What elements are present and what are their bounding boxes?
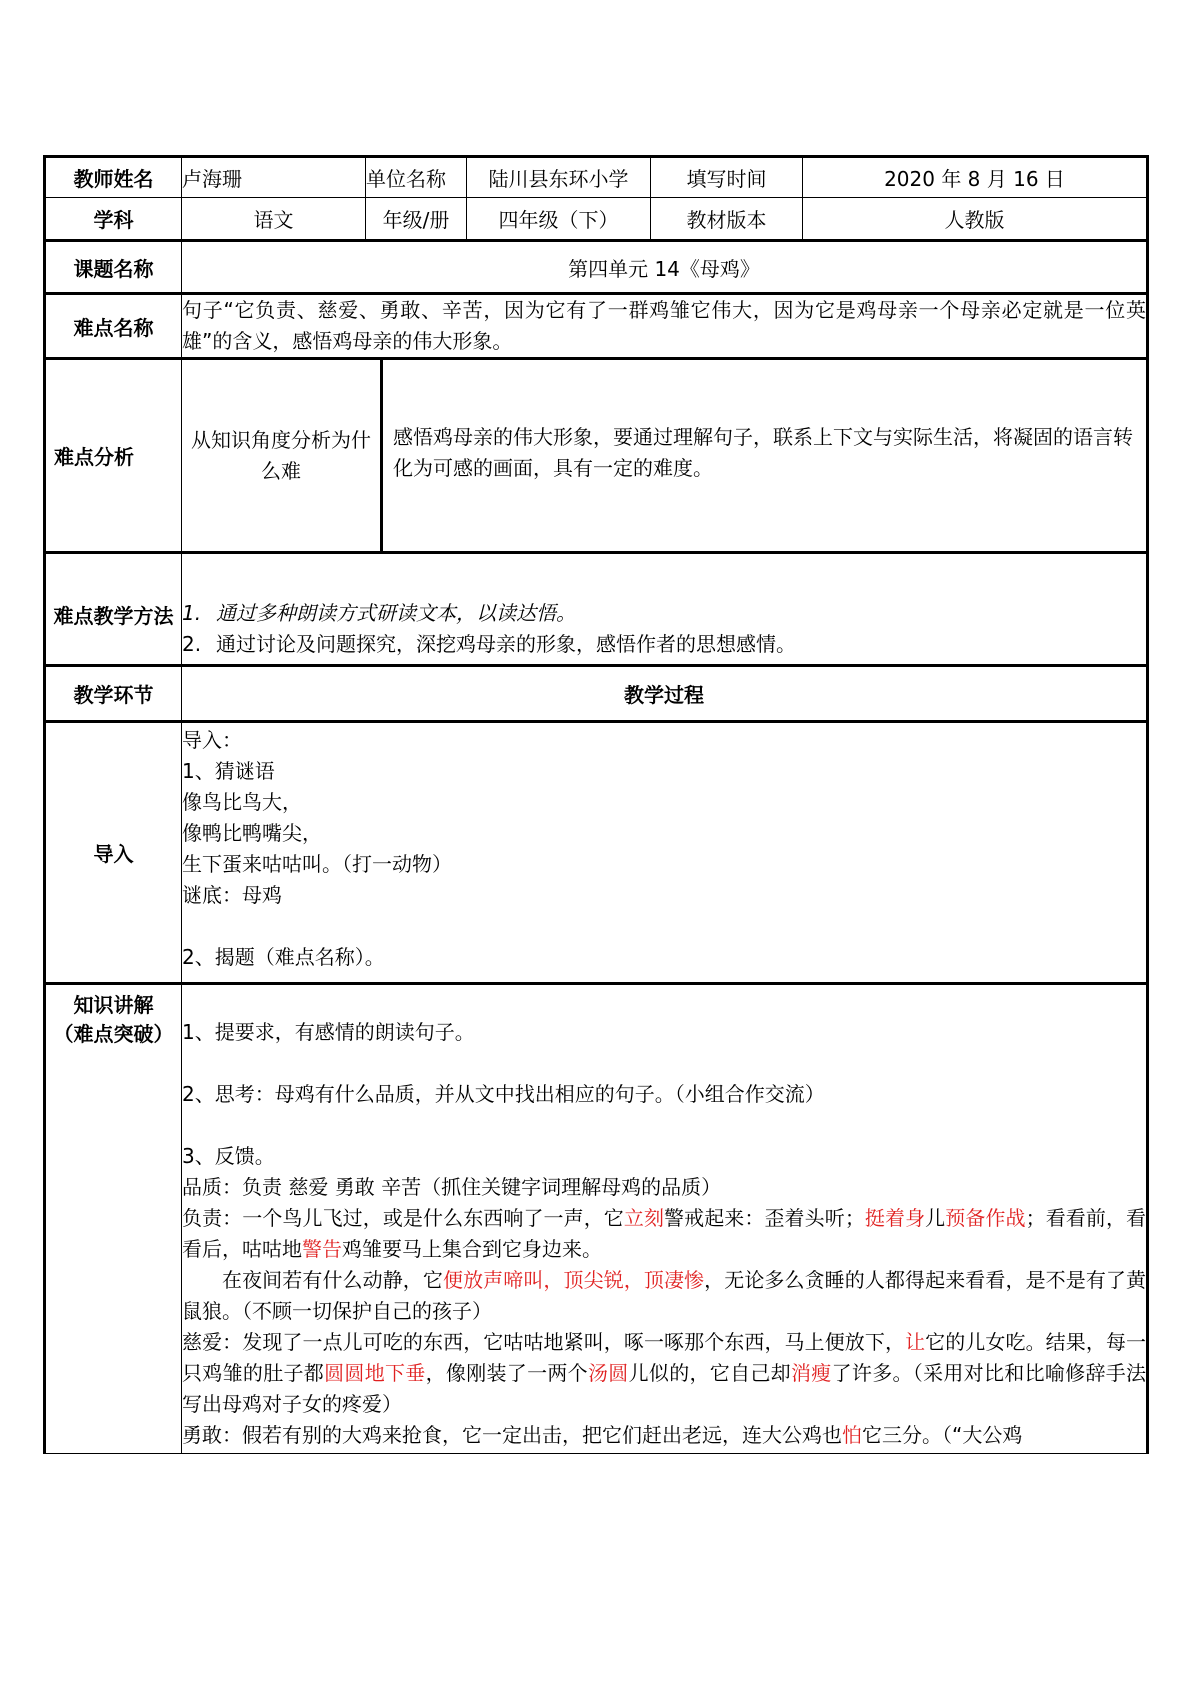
intro-label: 导入 — [45, 722, 182, 984]
analysis-label: 难点分析 — [45, 359, 182, 553]
difficulty-value: 句子“它负责、慈爱、勇敢、辛苦，因为它有了一群鸡雏它伟大，因为它是鸡母亲一个母亲必定就是一位英雄”的含义，感悟鸡母亲的伟大形象。 — [182, 294, 1148, 359]
subject-value: 语文 — [182, 198, 366, 241]
edition-value: 人教版 — [803, 198, 1148, 241]
lesson-plan-table — [43, 155, 1149, 1454]
lesson-label: 课题名称 — [45, 241, 182, 294]
analysis-value: 感悟鸡母亲的伟大形象，要通过理解句子，联系上下文与实际生活，将凝固的语言转化为可感的画面，具有一定的难度。 — [393, 425, 1133, 480]
info-row-2 — [45, 198, 1148, 241]
lesson-plan-page — [43, 155, 1146, 1454]
lesson-row — [45, 241, 1148, 294]
date-label: 填写时间 — [651, 157, 803, 198]
method-item-2: 2. 通过讨论及问题探究，深挖鸡母亲的形象，感悟作者的思想感情。 — [182, 632, 796, 656]
teacher-label: 教师姓名 — [45, 157, 182, 198]
analysis-cell — [182, 359, 1148, 553]
loving-paragraph: 慈爱：发现了一点儿可吃的东西，它咕咕地紧叫，啄一啄那个东西，马上便放下，让它的儿女吃。结果，每一只鸡雏的肚子都圆圆地下垂，像刚装了一两个汤圆儿似的，它自己却消瘦了许多。（采用对比和比喻修辞手法写出母鸡对子女的疼爱） — [182, 1330, 1147, 1416]
responsible-paragraph: 负责：一个鸟儿飞过，或是什么东西响了一声，它立刻警戒起来：歪着头听；挺着身儿预备作战；看看前，看看后，咕咕地警告鸡雏要马上集合到它身边来。 — [182, 1206, 1147, 1261]
knowledge-content: 1、提要求，有感情的朗读句子。 2、思考：母鸡有什么品质，并从文中找出相应的句子。（小组合作交流） 3、反馈。 品质：负责 慈爱 勇敢 辛苦（抓住关键字词理解母鸡的品质） 负责：一个鸟儿飞过，或是什么东西响了一声，它立刻警戒起来：歪着头听；挺着身儿预备作战；看看前，看看后，咕咕地警告鸡雏要马上集合到它身边来。 在夜间若有什么动静，它便放声啼叫，顶尖锐，顶凄惨，无论多么贪睡的人都得起来看看，是不是有了黄鼠狼。（不顾一切保护自己的孩子） 慈爱：发现了一点儿可吃的东西，它咕咕地紧叫，啄一啄那个东西，马上便放下，让它的儿女吃。结果，每一只鸡雏的肚子都圆圆地下垂，像刚装了一两个汤圆儿似的，它自己却消瘦了许多。（采用对比和比喻修辞手法写出母鸡对子女的疼爱） 勇敢：假若有别的大鸡来抢食，它一定出击，把它们赶出老远，连大公鸡也怕它三分。（“大公鸡 — [182, 984, 1148, 1454]
brave-paragraph: 勇敢：假若有别的大鸡来抢食，它一定出击，把它们赶出老远，连大公鸡也怕它三分。（“大公鸡 — [182, 1423, 1023, 1447]
process-value: 教学过程 — [182, 666, 1148, 722]
method-item-1: 1. 通过多种朗读方式研读文本，以读达悟。 — [182, 601, 576, 625]
subject-label: 学科 — [45, 198, 182, 241]
knowledge-row — [45, 984, 1148, 1454]
lesson-value: 第四单元 14《母鸡》 — [182, 241, 1148, 294]
method-label: 难点教学方法 — [45, 553, 182, 666]
intro-content: 导入： 1、猜谜语 像鸟比鸟大， 像鸭比鸭嘴尖， 生下蛋来咕咕叫。（打一动物） 谜底：母鸡 2、揭题（难点名称）。 — [182, 722, 1148, 984]
date-value: 2020 年 8 月 16 日 — [803, 157, 1148, 198]
process-row — [45, 666, 1148, 722]
teacher-value: 卢海珊 — [182, 157, 366, 198]
night-paragraph: 在夜间若有什么动静，它便放声啼叫，顶尖锐，顶凄惨，无论多么贪睡的人都得起来看看，是不是有了黄鼠狼。（不顾一切保护自己的孩子） — [182, 1268, 1147, 1323]
unit-value: 陆川县东环小学 — [467, 157, 651, 198]
difficulty-label: 难点名称 — [45, 294, 182, 359]
difficulty-row — [45, 294, 1148, 359]
method-list — [182, 553, 1148, 666]
grade-label: 年级/册 — [366, 198, 467, 241]
analysis-sub-label: 从知识角度分析为什么难 — [182, 360, 383, 551]
unit-label: 单位名称 — [366, 157, 467, 198]
method-row — [45, 553, 1148, 666]
knowledge-label: 知识讲解 （难点突破） — [45, 984, 182, 1454]
analysis-row — [45, 359, 1148, 553]
intro-row — [45, 722, 1148, 984]
process-label: 教学环节 — [45, 666, 182, 722]
info-row-1 — [45, 157, 1148, 198]
grade-value: 四年级（下） — [467, 198, 651, 241]
edition-label: 教材版本 — [651, 198, 803, 241]
